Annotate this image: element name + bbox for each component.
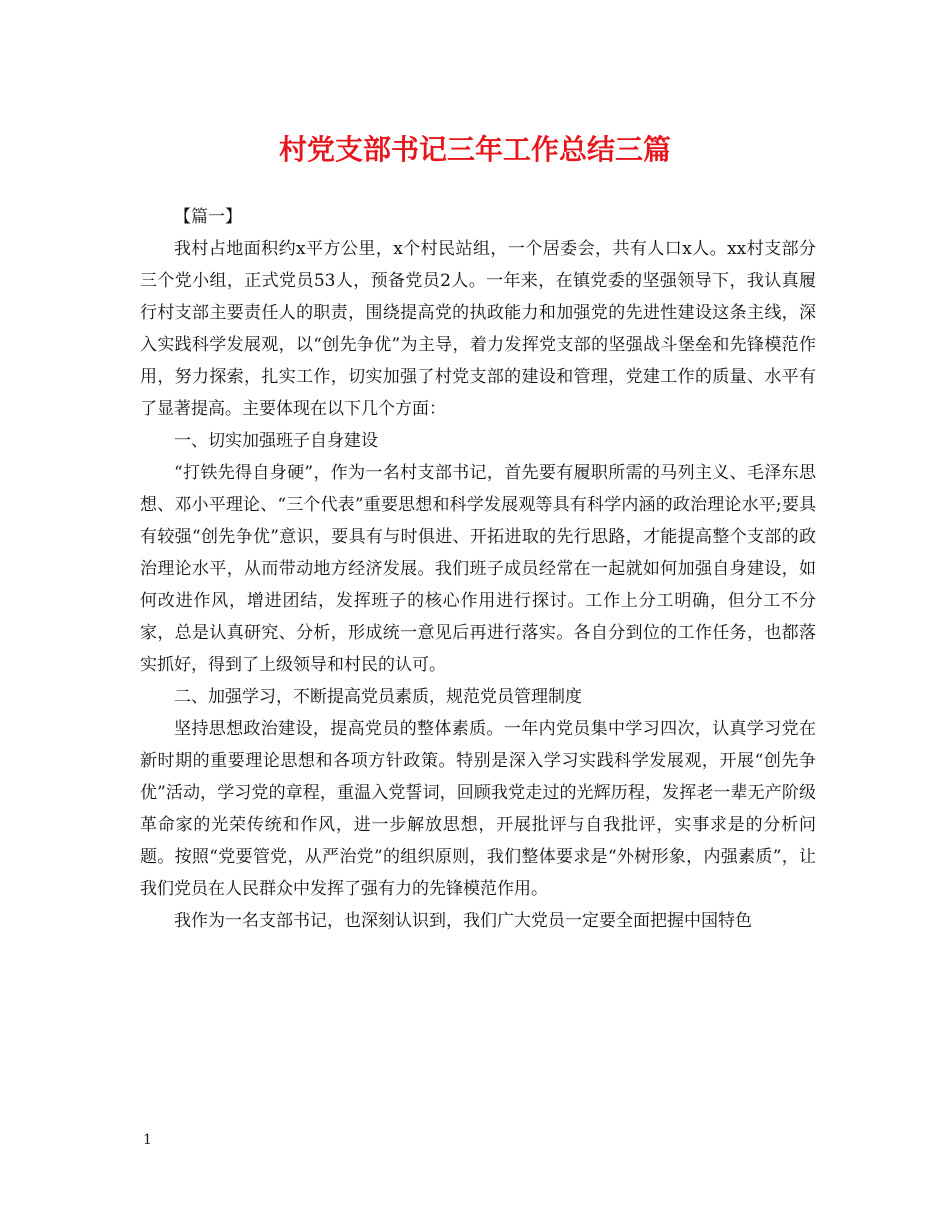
paragraph: 坚持思想政治建设，提高党员的整体素质。一年内党员集中学习四次，认真学习党在新时期的重要理论思想和各项方针政策。特别是深入学习实践科学发展观，开展“创先争优”活动，学习党的章程，重温入党誓词，回顾我党走过的光辉历程，发挥老一辈无产阶级革命家的光荣传统和作风，进一步解放思想，开展批评与自我批评，实事求是的分析问题。按照“党要管党，从严治党”的组织原则，我们整体要求是“外树形象，内强素质”，让我们党员在人民群众中发挥了强有力的先锋模范作用。 [140,719,816,899]
document-body [140,201,816,937]
document-title: 村党支部书记三年工作总结三篇 [278,133,671,166]
paragraph: “打铁先得自身硬”，作为一名村支部书记，首先要有履职所需的马列主义、毛泽东思想、邓小平理论、“三个代表”重要思想和科学发展观等具有科学内涵的政治理论水平;要具有较强“创先争优”意识，要具有与时俱进、开拓进取的先行思路，才能提高整个支部的政治理论水平，从而带动地方经济发展。我们班子成员经常在一起就如何加强自身建设，如何改进作风，增进团结，发挥班子的核心作用进行探讨。工作上分工明确，但分工不分家，总是认真研究、分析，形成统一意见后再进行落实。各自分到位的工作任务，也都落实抓好，得到了上级领导和村民的认可。 [140,463,816,675]
paragraph: 我村占地面积约x平方公里，x个村民站组，一个居委会，共有人口x人。xx村支部分三个党小组，正式党员53人，预备党员2人。一年来，在镇党委的坚强领导下，我认真履行村支部主要责任人的职责，围绕提高党的执政能力和加强党的先进性建设这条主线，深入实践科学发展观，以“创先争优”为主导，着力发挥党支部的坚强战斗堡垒和先锋模范作用，努力探索，扎实工作，切实加强了村党支部的建设和管理，党建工作的质量、水平有了显著提高。主要体现在以下几个方面： [140,239,816,419]
section-heading: 二、加强学习，不断提高党员素质，规范党员管理制度 [174,687,582,707]
section-label: 【篇一】 [174,207,242,227]
section-heading: 一、切实加强班子自身建设 [174,431,378,451]
page-number: 1 [143,1132,152,1148]
paragraph: 我作为一名支部书记，也深刻认识到，我们广大党员一定要全面把握中国特色 [174,911,752,931]
